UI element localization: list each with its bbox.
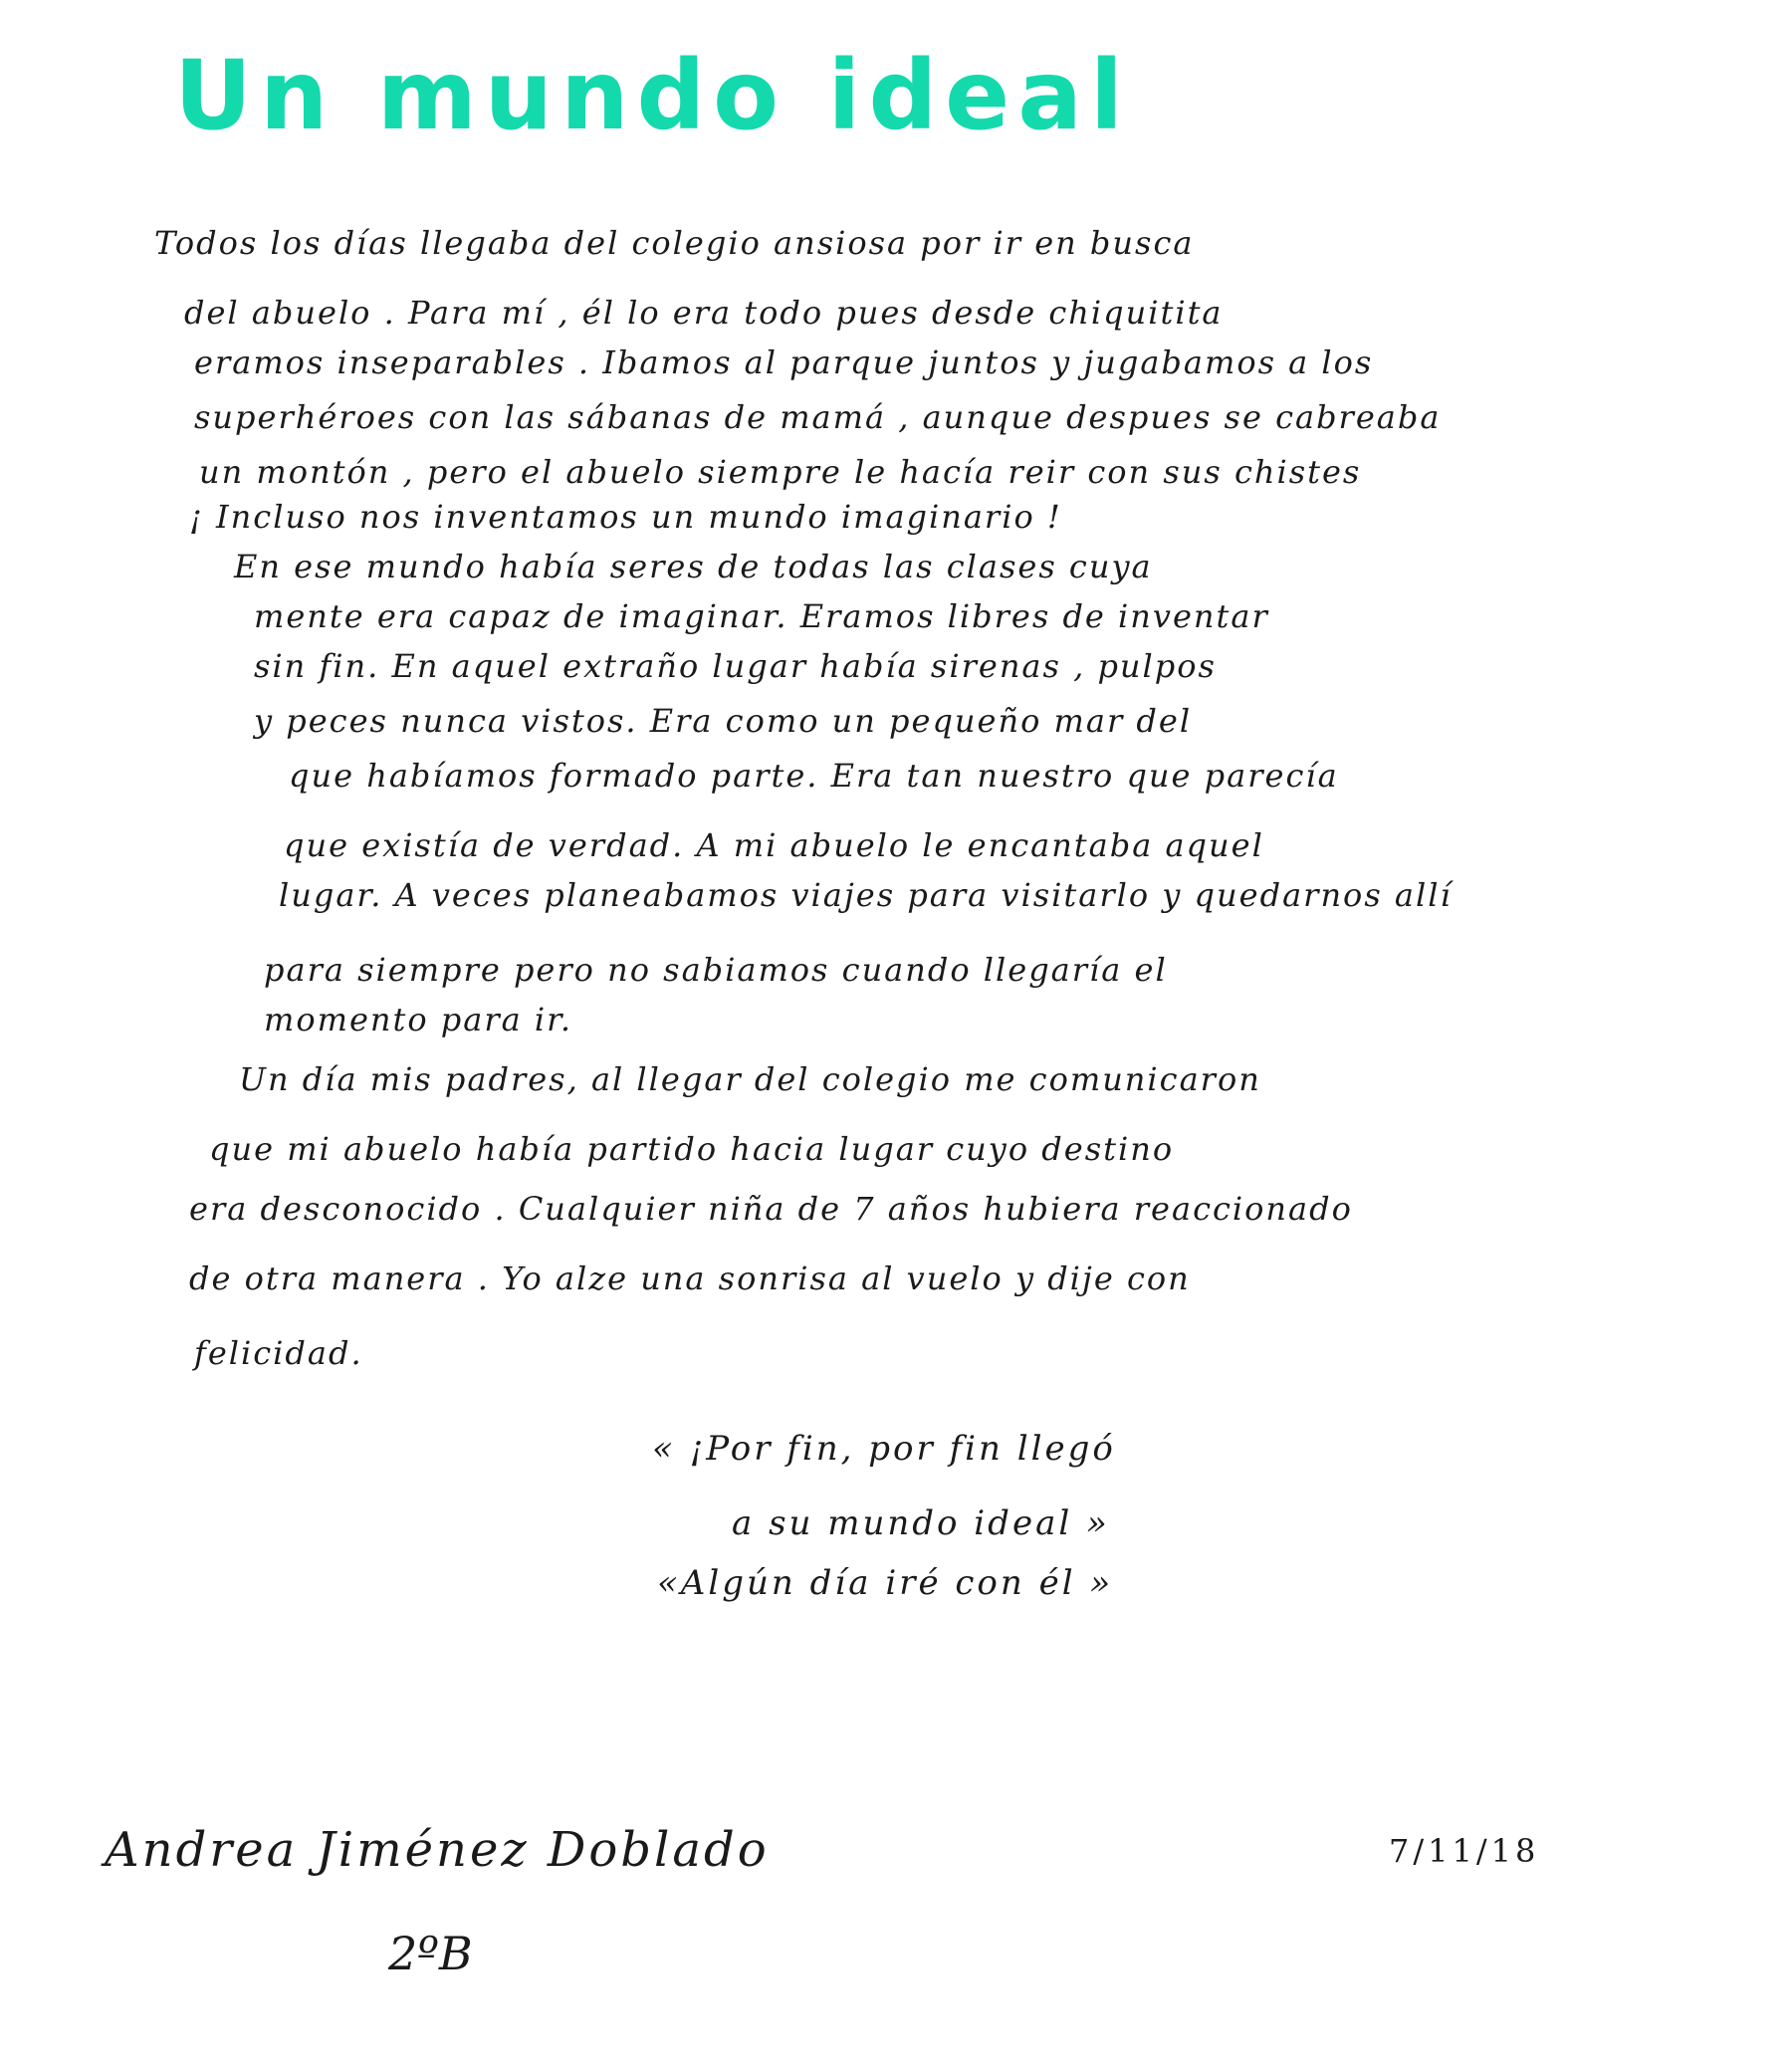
body-line: momento para ir. [264,1001,573,1038]
body-line: En ese mundo había seres de todas las clases cuya [234,548,1153,585]
body-line: ¡ Incluso nos inventamos un mundo imaginario ! [189,498,1062,536]
body-line: que habíamos formado parte. Era tan nuestro que parecía [289,757,1339,795]
body-line: y peces nunca vistos. Era como un pequeño mar del [254,702,1193,740]
quote-line: « ¡Por fin, por fin llegó [652,1429,1116,1469]
page-title: Un mundo ideal [174,40,1131,151]
quote-line: «Algún día iré con él » [657,1563,1114,1603]
body-line: mente era capaz de imaginar. Eramos libres de inventar [254,597,1269,635]
class-label: 2ºB [388,1927,473,1980]
body-line: felicidad. [194,1334,363,1372]
body-line: que mi abuelo había partido hacia lugar cuyo destino [209,1130,1175,1168]
body-line: de otra manera . Yo alze una sonrisa al vuelo y dije con [189,1260,1191,1297]
body-line: era desconocido . Cualquier niña de 7 años hubiera reaccionado [189,1190,1353,1228]
body-line: Todos los días llegaba del colegio ansiosa por ir en busca [154,224,1195,262]
author-signature: Andrea Jiménez Doblado [105,1822,770,1878]
body-line: un montón , pero el abuelo siempre le hacía reir con sus chistes [199,453,1362,491]
body-line: Un día mis padres, al llegar del colegio me comunicaron [239,1060,1261,1098]
body-line: eramos inseparables . Ibamos al parque juntos y jugabamos a los [194,344,1374,381]
body-line: del abuelo . Para mí , él lo era todo pues desde chiquitita [184,294,1224,332]
body-line: sin fin. En aquel extraño lugar había sirenas , pulpos [254,647,1217,685]
body-line: lugar. A veces planeabamos viajes para visitarlo y quedarnos allí [279,876,1453,914]
date-label: 7/11/18 [1389,1832,1540,1870]
body-line: superhéroes con las sábanas de mamá , aunque despues se cabreaba [194,398,1442,436]
body-line: para siempre pero no sabiamos cuando llegaría el [264,951,1168,989]
body-line: que existía de verdad. A mi abuelo le encantaba aquel [284,826,1264,864]
quote-line: a su mundo ideal » [732,1503,1110,1543]
